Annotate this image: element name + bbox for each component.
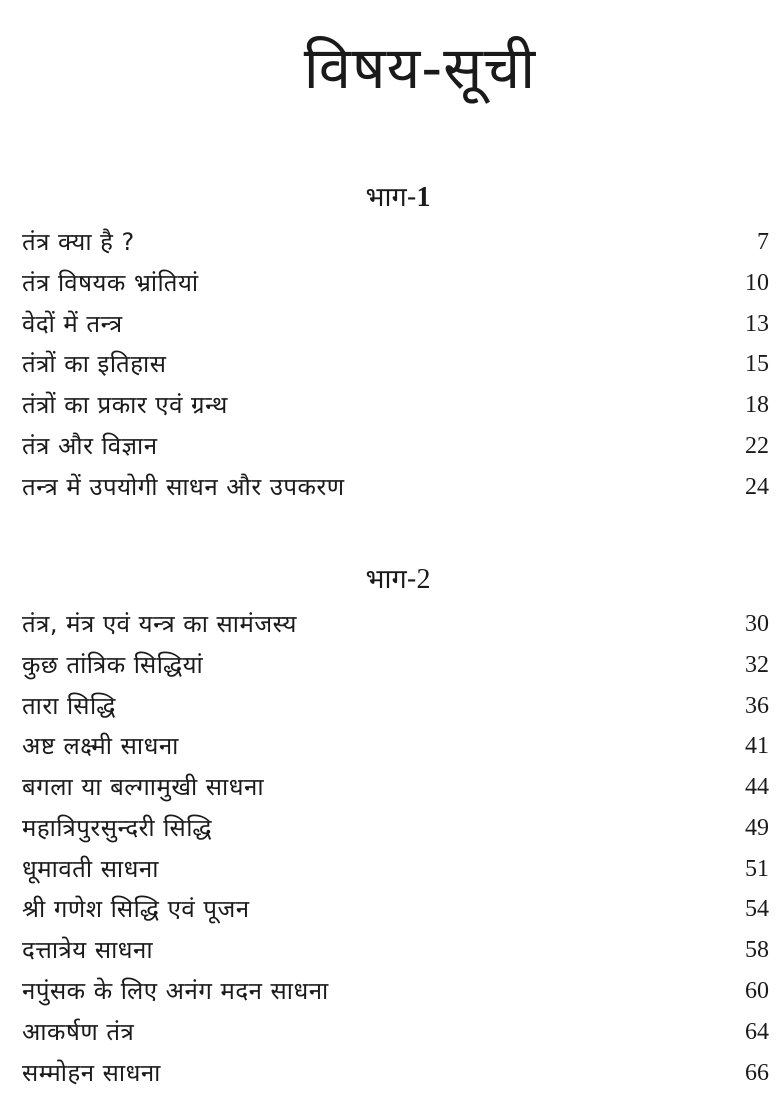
toc-entry-title: दत्तात्रेय साधना xyxy=(22,936,154,964)
toc-entry-page: 60 xyxy=(745,978,769,1004)
toc-entry[interactable] xyxy=(22,264,769,302)
toc-entry[interactable] xyxy=(22,605,769,643)
part-heading-number: 2 xyxy=(416,564,431,595)
toc-entry[interactable] xyxy=(22,972,769,1010)
part-heading-number: 1 xyxy=(416,182,431,213)
toc-entry-page: 58 xyxy=(745,937,769,963)
toc-entry-page: 13 xyxy=(745,311,769,337)
toc-entry-page: 18 xyxy=(745,392,769,418)
toc-entry-title: अष्ट लक्ष्मी साधना xyxy=(22,732,179,760)
toc-entry-title: तारा सिद्धि xyxy=(22,692,116,720)
toc-entry[interactable] xyxy=(22,890,769,928)
toc-entry[interactable] xyxy=(22,305,769,343)
toc-entry-page: 54 xyxy=(745,896,769,922)
toc-entry-page: 22 xyxy=(745,433,769,459)
toc-entry[interactable] xyxy=(22,809,769,847)
toc-entry-title: धूमावती साधना xyxy=(22,855,159,883)
toc-entry-page: 66 xyxy=(745,1060,769,1086)
toc-entry[interactable] xyxy=(22,768,769,806)
toc-entry-title: सम्मोहन साधना xyxy=(22,1059,161,1087)
toc-entry-title: कुछ तांत्रिक सिद्धियां xyxy=(22,651,204,679)
toc-entry-title: तंत्र और विज्ञान xyxy=(22,432,158,460)
toc-entry-page: 24 xyxy=(745,474,769,500)
toc-entry[interactable] xyxy=(22,427,769,465)
toc-entry-page: 64 xyxy=(745,1019,769,1045)
toc-entry-page: 49 xyxy=(745,815,769,841)
page-title: विषय-सूची xyxy=(303,34,537,102)
toc-entry-title: तंत्र विषयक भ्रांतियां xyxy=(22,269,199,297)
toc-entry[interactable] xyxy=(22,468,769,506)
toc-entry-page: 30 xyxy=(745,611,769,637)
toc-entry[interactable] xyxy=(22,1054,769,1092)
toc-entry-title: नपुंसक के लिए अनंग मदन साधना xyxy=(22,977,329,1005)
toc-entry[interactable] xyxy=(22,646,769,684)
toc-entry-title: तंत्र क्या है ? xyxy=(22,228,135,256)
toc-entry-page: 44 xyxy=(745,774,769,800)
toc-entry[interactable] xyxy=(22,345,769,383)
toc-entry[interactable] xyxy=(22,931,769,969)
part-heading-prefix: भाग- xyxy=(365,182,417,213)
toc-entry-title: बगला या बल्गामुखी साधना xyxy=(22,773,265,801)
toc-entry[interactable] xyxy=(22,1013,769,1051)
toc-entry-title: तंत्रों का प्रकार एवं ग्रन्थ xyxy=(22,391,228,419)
toc-entry-page: 7 xyxy=(757,229,769,255)
part-2-heading xyxy=(0,562,780,598)
toc-entry[interactable] xyxy=(22,727,769,765)
toc-entry-page: 32 xyxy=(745,652,769,678)
toc-entry[interactable] xyxy=(22,687,769,725)
part-heading-prefix: भाग- xyxy=(365,564,417,595)
toc-entry-page: 15 xyxy=(745,351,769,377)
toc-entry-page: 51 xyxy=(745,856,769,882)
toc-entry-page: 36 xyxy=(745,693,769,719)
toc-entry-title: तंत्र, मंत्र एवं यन्त्र का सामंजस्य xyxy=(22,610,297,638)
toc-entry-title: महात्रिपुरसुन्दरी सिद्धि xyxy=(22,814,213,842)
toc-entry[interactable] xyxy=(22,223,769,261)
part-1-heading xyxy=(0,180,780,216)
toc-entry[interactable] xyxy=(22,386,769,424)
toc-entry-page: 41 xyxy=(745,733,769,759)
toc-entry-page: 10 xyxy=(745,270,769,296)
toc-entry[interactable] xyxy=(22,850,769,888)
toc-entry-title: तंत्रों का इतिहास xyxy=(22,350,167,378)
toc-entry-title: श्री गणेश सिद्धि एवं पूजन xyxy=(22,895,250,923)
toc-entry-title: आकर्षण तंत्र xyxy=(22,1018,135,1046)
toc-entry-title: वेदों में तन्त्र xyxy=(22,310,123,338)
toc-entry-title: तन्त्र में उपयोगी साधन और उपकरण xyxy=(22,473,345,501)
